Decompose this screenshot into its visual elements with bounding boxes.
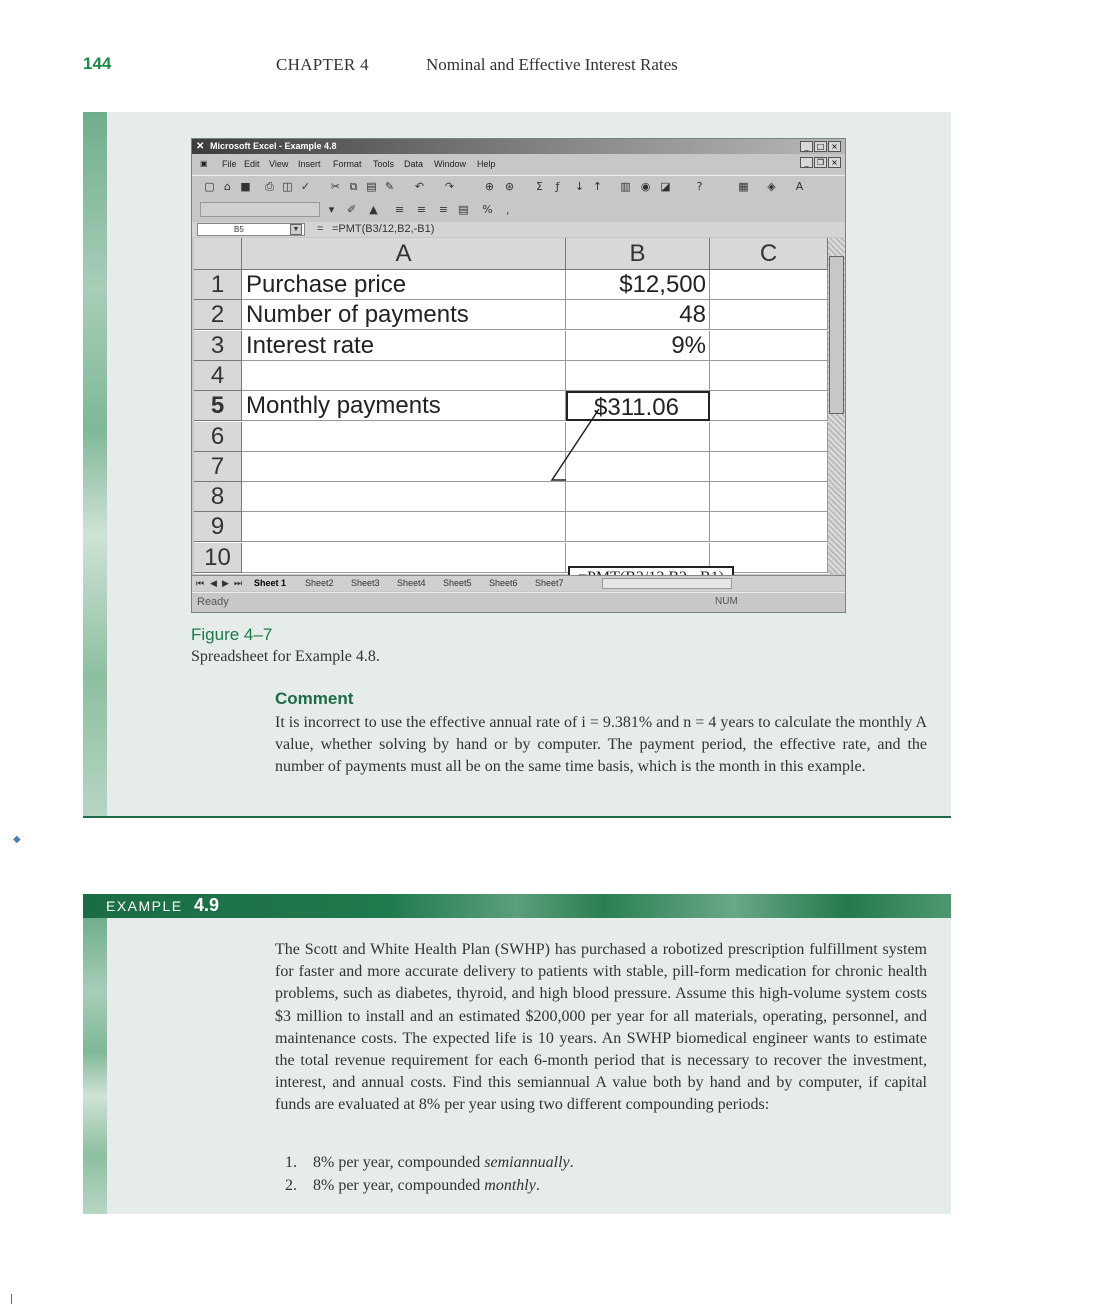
standard-toolbar (192, 175, 845, 197)
comment-heading: Comment (275, 689, 354, 708)
sort-desc-icon[interactable]: ↑ (592, 180, 603, 193)
copy-icon[interactable]: ⧉ (349, 180, 358, 193)
example-list (285, 1151, 885, 1197)
draw-icon[interactable]: ✐ (346, 203, 357, 216)
sheet-tabs-bar (192, 575, 845, 591)
menu-bar (192, 156, 845, 172)
decorative-strip (83, 918, 107, 1214)
first-sheet-icon[interactable]: ⏮ (196, 578, 205, 588)
example-number: 4.9 (194, 895, 220, 915)
row-header[interactable]: 1 (194, 270, 242, 300)
margin-tick (11, 1294, 12, 1304)
scroll-thumb[interactable] (829, 256, 844, 414)
prev-sheet-icon[interactable]: ◀ (210, 578, 217, 588)
doc-close-icon[interactable]: × (828, 157, 841, 168)
column-header-b[interactable]: B (566, 238, 710, 270)
row-header[interactable]: 10 (194, 543, 242, 573)
close-icon[interactable]: × (828, 141, 841, 152)
row-header[interactable]: 3 (194, 331, 242, 361)
menu-insert[interactable]: Insert (298, 159, 321, 169)
undo-icon[interactable]: ↶ (414, 180, 425, 193)
cell-a[interactable]: Monthly payments (242, 391, 566, 421)
list-item-number: 2. (285, 1177, 297, 1194)
menu-edit[interactable]: Edit (244, 159, 260, 169)
row-header[interactable]: 2 (194, 300, 242, 330)
merge-icon[interactable]: ▤ (458, 203, 469, 216)
column-header-a[interactable]: A (242, 238, 566, 270)
chevron-down-icon[interactable]: ▼ (290, 224, 302, 235)
row-header[interactable]: 5 (194, 391, 242, 421)
list-item-text: 8% per year, compounded (313, 1154, 485, 1171)
list-item (285, 1174, 885, 1197)
align-right-icon[interactable]: ≡ (438, 203, 449, 216)
formula-bar (192, 222, 845, 237)
panel-rule (83, 816, 951, 818)
menu-format[interactable]: Format (333, 159, 362, 169)
cell-b[interactable]: $311.06 (566, 391, 710, 421)
column-header-c[interactable]: C (710, 238, 828, 270)
list-item-end: . (569, 1154, 574, 1171)
cut-icon[interactable]: ✂ (330, 180, 341, 193)
font-dropdown[interactable] (200, 202, 320, 217)
chapter-label: CHAPTER 4 (276, 55, 369, 74)
formula-input[interactable]: =PMT(B3/12,B2,-B1) (332, 223, 435, 235)
menu-window[interactable]: Window (434, 159, 467, 169)
workbook-icon[interactable]: ▣ (200, 159, 208, 168)
running-title: Nominal and Effective Interest Rates (426, 55, 678, 74)
tab-sheet1[interactable]: Sheet 1 (254, 578, 287, 588)
font-color-icon[interactable]: A (795, 180, 804, 193)
menu-file[interactable]: File (222, 159, 237, 169)
status-ready: Ready (197, 596, 229, 608)
decorative-strip (83, 112, 107, 817)
align-center-icon[interactable]: ≡ (416, 203, 427, 216)
formula-equals: = (317, 223, 324, 235)
paste-icon[interactable]: ▤ (366, 180, 377, 193)
menu-tools[interactable]: Tools (373, 159, 395, 169)
redo-icon[interactable]: ↷ (444, 180, 455, 193)
excel-logo-icon: ✕ (196, 141, 205, 152)
tab-sheet7[interactable]: Sheet7 (535, 578, 564, 588)
sort-asc-icon[interactable]: ↓ (574, 180, 585, 193)
cell-b[interactable]: $12,500 (566, 270, 710, 300)
maximize-icon[interactable]: □ (814, 141, 827, 152)
stray-mark: ◆ (13, 834, 21, 845)
callout-leader (194, 238, 828, 574)
help-icon[interactable]: ? (696, 180, 703, 193)
cell-b[interactable]: 48 (566, 300, 710, 330)
status-bar (192, 592, 845, 612)
doc-restore-icon[interactable]: ❐ (814, 157, 827, 168)
row-header[interactable]: 9 (194, 512, 242, 542)
list-item-number: 1. (285, 1154, 297, 1171)
doc-minimize-icon[interactable]: _ (800, 157, 813, 168)
example-label: EXAMPLE (106, 898, 183, 914)
cell-a[interactable]: Interest rate (242, 331, 566, 361)
window-titlebar (192, 139, 845, 154)
mountain-icon[interactable]: ▲ (369, 203, 378, 216)
horizontal-scrollbar[interactable] (602, 578, 732, 589)
open-icon[interactable]: ⌂ (224, 180, 231, 193)
list-item-end: . (535, 1177, 540, 1194)
list-item-emphasis: semiannually (484, 1154, 570, 1171)
function-icon[interactable]: ƒ (555, 180, 560, 193)
autosum-icon[interactable]: Σ (536, 180, 543, 193)
menu-help[interactable]: Help (477, 159, 496, 169)
list-item-text: 8% per year, compounded (313, 1177, 485, 1194)
page-number: 144 (83, 54, 112, 73)
list-item-emphasis: monthly (484, 1177, 536, 1194)
web-icon[interactable]: ⊛ (504, 180, 515, 193)
list-item (285, 1151, 885, 1174)
hyperlink-icon[interactable]: ⊕ (484, 180, 495, 193)
menu-data[interactable]: Data (404, 159, 424, 169)
row-header[interactable]: 8 (194, 482, 242, 512)
example-text: The Scott and White Health Plan (SWHP) has purchased a robotized prescription fulfillment system for faster and more accurate delivery to patients with stable, pill-form medication for chronic health problems, such as diabetes, thyroid, and high blood pressure. Assume this high-volume system costs $3 million to install and an estimated $200,000 per year for all materials, operating, personnel, and maintenance costs. The expected life is 10 years. An SWHP biomedical engineer wants to estimate the total revenue requirement for each 6-month period that is necessary to recover the investment, interest, and annual costs. Find this semiannual A value both by hand and by computer, if capital funds are evaluated at 8% per year using two different compounding periods: (275, 941, 927, 1114)
formatting-toolbar (192, 199, 845, 221)
minimize-icon[interactable]: _ (800, 141, 813, 152)
row-header[interactable]: 6 (194, 422, 242, 452)
last-sheet-icon[interactable]: ⏭ (234, 578, 243, 588)
align-left-icon[interactable]: ≡ (394, 203, 405, 216)
tab-sheet6[interactable]: Sheet6 (489, 578, 518, 588)
fill-color-icon[interactable]: ◈ (767, 180, 776, 193)
row-header[interactable]: 7 (194, 452, 242, 482)
excel-window (191, 138, 846, 613)
menu-view[interactable]: View (269, 159, 289, 169)
comma-icon[interactable]: ⸲ (506, 203, 509, 216)
status-num: NUM (715, 596, 738, 607)
figure-caption: Spreadsheet for Example 4.8. (191, 648, 380, 665)
new-icon[interactable]: ▢ (204, 180, 215, 193)
tab-sheet5[interactable]: Sheet5 (443, 578, 472, 588)
chevron-down-icon[interactable]: ▾ (328, 203, 335, 216)
borders-icon[interactable]: ▦ (738, 180, 749, 193)
preview-icon[interactable]: ◫ (282, 180, 293, 193)
format-painter-icon[interactable]: ✎ (384, 180, 395, 193)
cell-a[interactable]: Purchase price (242, 270, 566, 300)
spelling-icon[interactable]: ✓ (300, 180, 311, 193)
comment-text: It is incorrect to use the effective annual rate of i = 9.381% and n = 4 years to calculate the monthly A value, whether solving by hand or by computer. The payment period, the effective rate, and the number of payments must all be on the same time basis, which is the month in this example. (275, 714, 927, 776)
name-box[interactable]: B5 (197, 223, 305, 236)
next-sheet-icon[interactable]: ▶ (222, 578, 229, 588)
print-icon[interactable]: ⎙ (265, 180, 274, 193)
map-icon[interactable]: ◉ (640, 180, 651, 193)
spreadsheet-grid (194, 238, 828, 574)
tab-sheet2[interactable]: Sheet2 (305, 578, 334, 588)
tab-sheet4[interactable]: Sheet4 (397, 578, 426, 588)
tab-sheet3[interactable]: Sheet3 (351, 578, 380, 588)
figure-label: Figure 4–7 (191, 625, 273, 644)
row-header[interactable]: 4 (194, 361, 242, 391)
drawing-icon[interactable]: ◪ (660, 180, 671, 193)
chart-wizard-icon[interactable]: ▥ (620, 180, 631, 193)
cell-a[interactable]: Number of payments (242, 300, 566, 330)
percent-icon[interactable]: % (482, 203, 493, 216)
window-title: Microsoft Excel - Example 4.8 (210, 141, 337, 151)
save-icon[interactable]: ■ (240, 180, 251, 193)
cell-b[interactable]: 9% (566, 331, 710, 361)
